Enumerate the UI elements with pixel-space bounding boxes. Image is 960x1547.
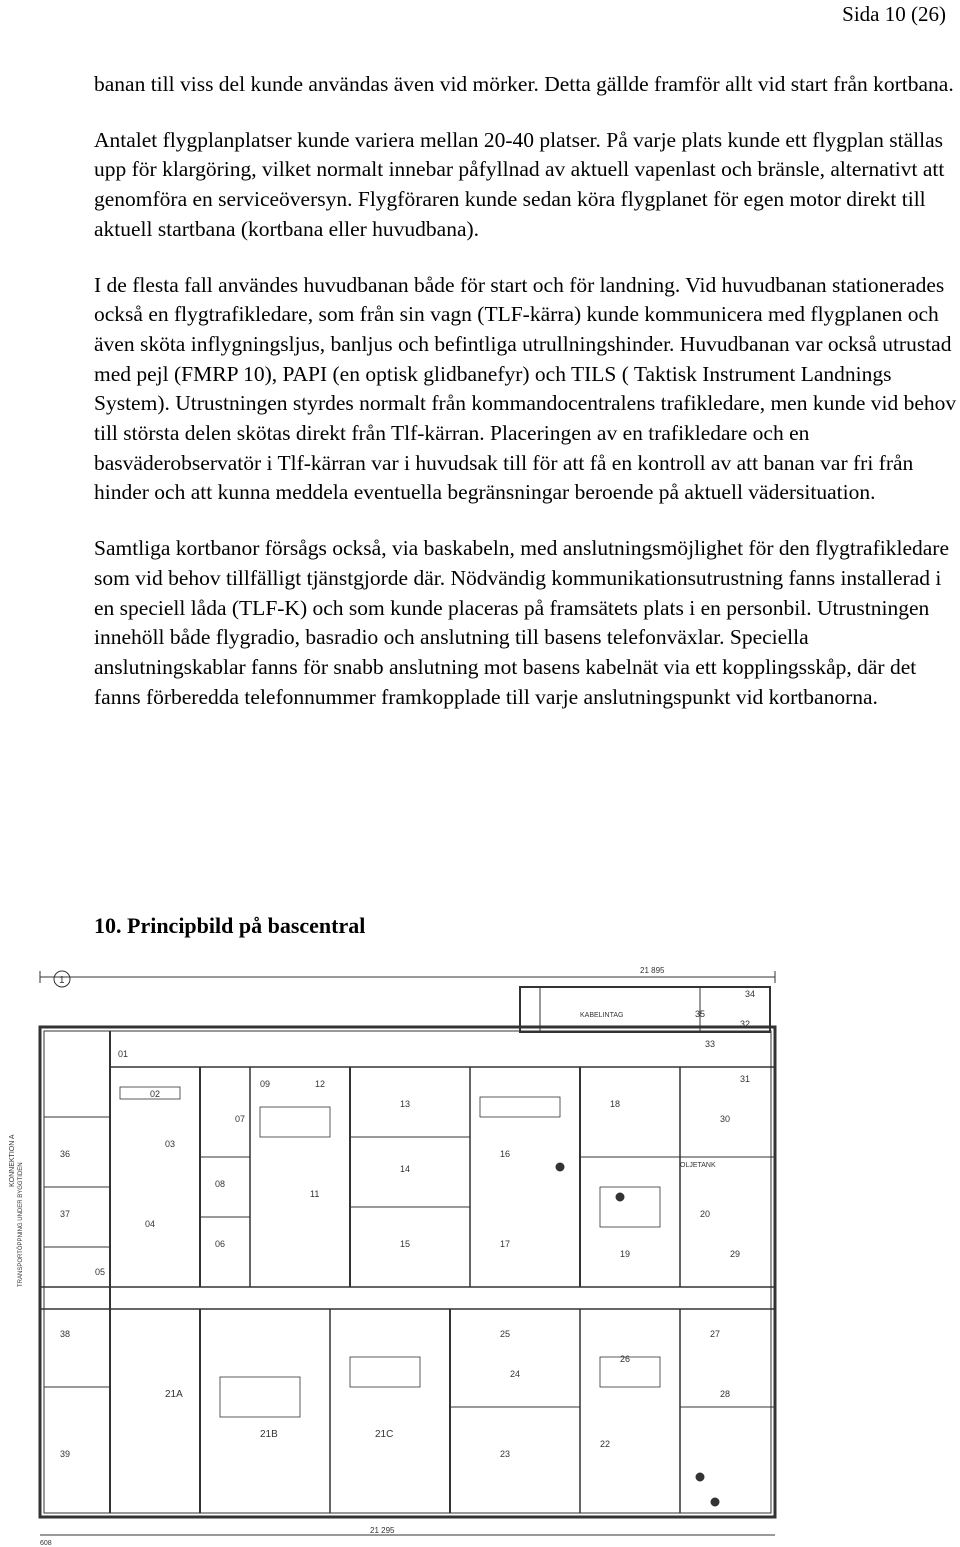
room-24: 24	[510, 1369, 521, 1379]
dimension-bottom: 21 295	[370, 1526, 395, 1535]
room-14: 14	[400, 1164, 411, 1174]
room-04: 04	[145, 1219, 156, 1229]
paragraph-2: Antalet flygplanplatser kunde variera mellan 20-40 platser. På varje plats kunde ett flygplan ställas upp för klargöring, vilket normalt innebar påfyllnad av aktuell vapenlast och bränsle, alternativt att genomföra en serviceöversyn. Flygföraren kunde sedan köra flygplanet för egen motor direkt till aktuell startbana (kortbana eller huvudbana).	[94, 127, 945, 241]
room-25: 25	[500, 1329, 511, 1339]
room-27: 27	[710, 1329, 721, 1339]
room-15: 15	[400, 1239, 411, 1249]
paragraph-4: Samtliga kortbanor försågs också, via baskabeln, med anslutningsmöjlighet för den flygtrafikledare som vid behov tillfälligt tjänstgjorde där. Nödvändig kommunikationsutrustning fanns installerad i en speciell låda (TLF-K) och som kunde placeras på framsätets plats i en personbil. Utrustningen innehöll både flygradio, basradio och anslutning till basens telefonväxlar. Speciella anslutningskablar fanns för snabb anslutning mot basens kabelnät via ett kopplingsskåp, där det fanns förberedda telefonnummer framkopplade till varje anslutningspunkt vid kortbanorna.	[94, 536, 949, 709]
room-28: 28	[720, 1389, 731, 1399]
room-31: 31	[740, 1074, 751, 1084]
room-29: 29	[730, 1249, 741, 1259]
page-number: Sida 10 (26)	[842, 2, 946, 26]
annotation-kabelintag: KABELINTAG	[580, 1012, 624, 1019]
dimension-top: 21 895	[640, 966, 665, 975]
room-03: 03	[165, 1139, 176, 1149]
room-06: 06	[215, 1239, 226, 1249]
annotation-oljetank: OLJETANK	[680, 1162, 716, 1169]
room-35: 35	[695, 1009, 706, 1019]
room-16: 16	[500, 1149, 511, 1159]
dimension-left: 608	[40, 1540, 52, 1547]
room-05: 05	[95, 1267, 106, 1277]
paragraph-3: I de flesta fall användes huvudbanan både för start och för landning. Vid huvudbanan stationerades också en flygtrafikledare, som från sin vagn (TLF-kärra) kunde kommunicera med flygplanen och även sköta inflygningsljus, banljus och befintliga utrullningshinder. Huvudbanan var också utrustad med pejl (FMRP 10), PAPI (en optisk glidbanefyr) och TILS ( Taktisk Instrument Landnings System). Utrustningen styrdes normalt från kommandocentralens trafikledare, men kunde vid behov till största delen skötas direkt från Tlf-kärran. Placeringen av en trafikledare och en basväderobservatör i Tlf-kärran var i huvudsak till för att få en kontroll av att banan var fri från hinder och att kunna meddela eventuella begränsningar beroende på aktuell vädersituation.	[94, 272, 957, 505]
body-text	[94, 70, 960, 738]
room-18: 18	[610, 1099, 621, 1109]
room-34: 34	[745, 989, 756, 999]
side-label-konnektion: KONNEKTION A	[9, 1134, 16, 1187]
room-21a: 21A	[165, 1389, 183, 1400]
room-19: 19	[620, 1249, 631, 1259]
room-02: 02	[150, 1089, 161, 1099]
room-11: 11	[310, 1189, 320, 1199]
room-39: 39	[60, 1449, 71, 1459]
room-22: 22	[600, 1439, 611, 1449]
room-07: 07	[235, 1114, 246, 1124]
plan-marker: 1	[59, 975, 65, 986]
room-20: 20	[700, 1209, 711, 1219]
room-37: 37	[60, 1209, 71, 1219]
room-30: 30	[720, 1114, 731, 1124]
room-09: 09	[260, 1079, 271, 1089]
room-01: 01	[118, 1049, 129, 1059]
room-36: 36	[60, 1149, 71, 1159]
room-17: 17	[500, 1239, 511, 1249]
room-21c: 21C	[375, 1429, 394, 1440]
room-38: 38	[60, 1329, 71, 1339]
room-23: 23	[500, 1449, 511, 1459]
floorplan-image	[0, 957, 790, 1547]
room-08: 08	[215, 1179, 226, 1189]
side-label-transport: TRANSPORTÖPPNING UNDER BYGGTIDEN	[18, 1162, 24, 1287]
room-13: 13	[400, 1099, 411, 1109]
room-33: 33	[705, 1039, 716, 1049]
room-21b: 21B	[260, 1429, 278, 1440]
room-32: 32	[740, 1019, 751, 1029]
section-heading: 10. Principbild på bascentral	[94, 913, 366, 938]
paragraph-1: banan till viss del kunde användas även vid mörker. Detta gällde framför allt vid start från kortbana.	[94, 72, 954, 96]
room-12: 12	[315, 1079, 326, 1089]
room-26: 26	[620, 1354, 631, 1364]
